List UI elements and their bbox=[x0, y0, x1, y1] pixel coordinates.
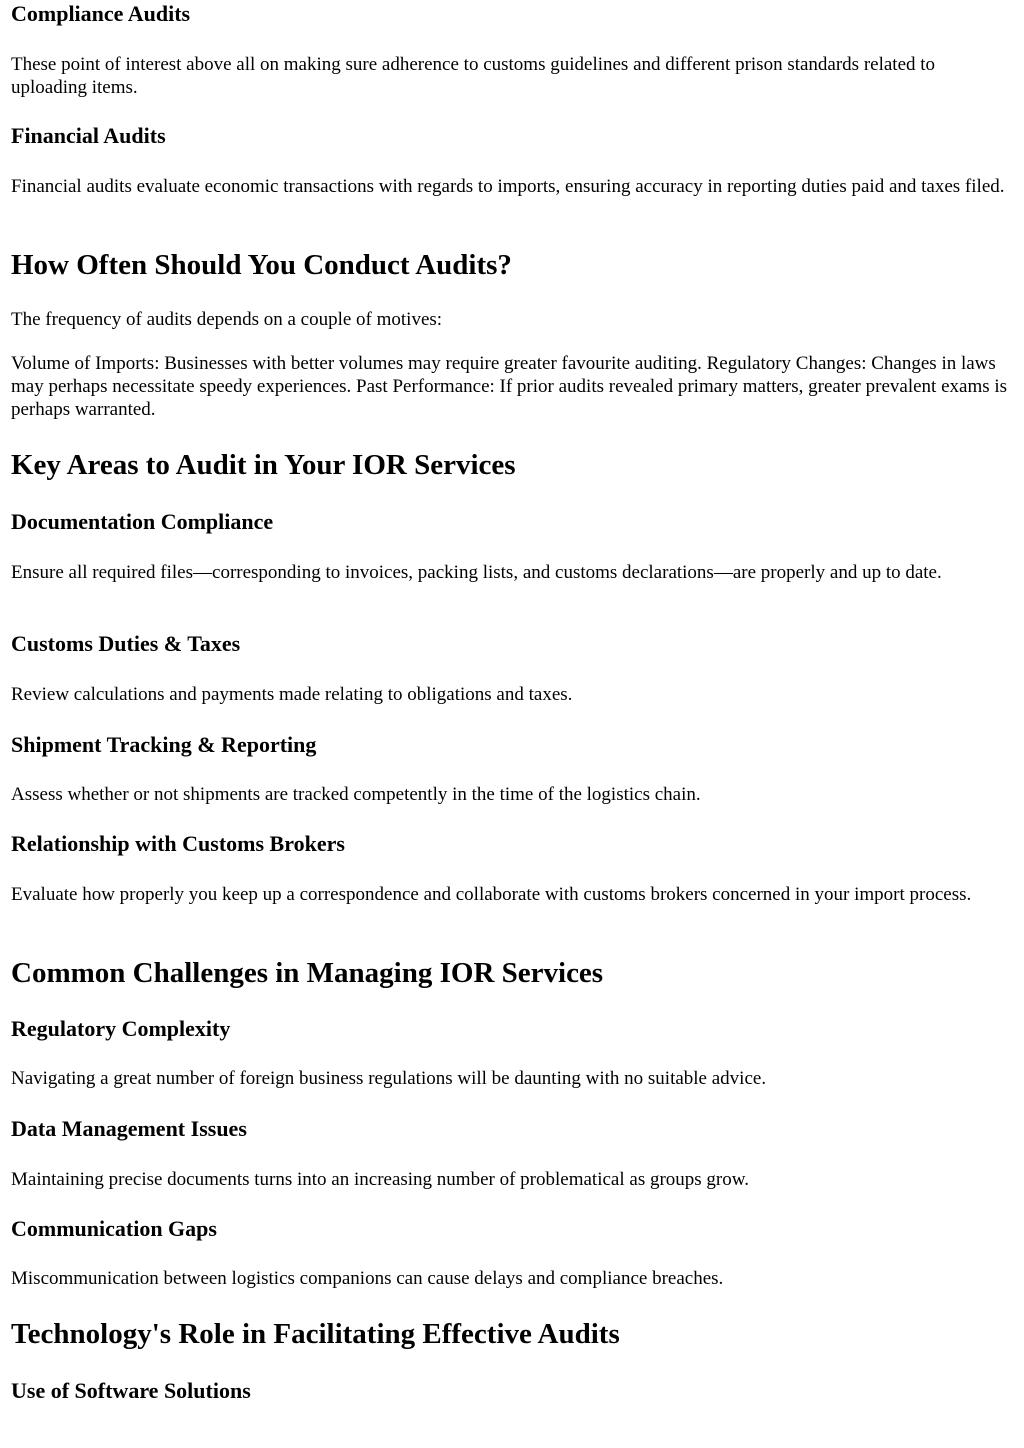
customs-duties-heading: Customs Duties & Taxes bbox=[11, 631, 241, 656]
customs-duties-text: Review calculations and payments made relating to obligations and taxes. bbox=[11, 684, 573, 705]
regulatory-complexity-heading: Regulatory Complexity bbox=[11, 1016, 231, 1041]
data-management-heading: Data Management Issues bbox=[11, 1116, 247, 1141]
financial-audits-text: Financial audits evaluate economic transactions with regards to imports, ensuring accuracy in reporting duties paid and taxes filed. bbox=[11, 176, 1005, 197]
software-solutions-heading: Use of Software Solutions bbox=[11, 1378, 251, 1403]
documentation-compliance-text: Ensure all required files—corresponding to invoices, packing lists, and customs declarations—are properly and up to date. bbox=[11, 562, 942, 583]
key-areas-heading: Key Areas to Audit in Your IOR Services bbox=[11, 449, 516, 481]
how-often-heading: How Often Should You Conduct Audits? bbox=[11, 249, 512, 281]
documentation-compliance-heading: Documentation Compliance bbox=[11, 509, 274, 534]
customs-brokers-text: Evaluate how properly you keep up a correspondence and collaborate with customs brokers concerned in your import process. bbox=[11, 884, 972, 905]
technology-heading: Technology's Role in Facilitating Effective Audits bbox=[11, 1318, 620, 1350]
communication-gaps-text: Miscommunication between logistics companions can cause delays and compliance breaches. bbox=[11, 1268, 724, 1289]
how-often-intro: The frequency of audits depends on a couple of motives: bbox=[11, 309, 443, 330]
regulatory-complexity-text: Navigating a great number of foreign business regulations will be daunting with no suitable advice. bbox=[11, 1068, 767, 1089]
challenges-heading: Common Challenges in Managing IOR Services bbox=[11, 957, 604, 989]
shipment-tracking-text: Assess whether or not shipments are tracked competently in the time of the logistics chain. bbox=[11, 784, 701, 805]
compliance-audits-text: These point of interest above all on making sure adherence to customs guidelines and different prison standards related to uploading items. bbox=[11, 54, 936, 98]
communication-gaps-heading: Communication Gaps bbox=[11, 1216, 217, 1241]
compliance-audits-heading: Compliance Audits bbox=[11, 1, 191, 26]
customs-brokers-heading: Relationship with Customs Brokers bbox=[11, 831, 345, 856]
how-often-text: Volume of Imports: Businesses with better volumes may require greater favourite auditing. Regulatory Changes: Changes in laws may perhaps necessitate speedy experiences. Past Performance: If prior audits revealed primary matters, greater prevalent exams is perhaps warranted. bbox=[11, 353, 1008, 420]
financial-audits-heading: Financial Audits bbox=[11, 123, 166, 148]
data-management-text: Maintaining precise documents turns into an increasing number of problematical as groups grow. bbox=[11, 1169, 749, 1190]
shipment-tracking-heading: Shipment Tracking & Reporting bbox=[11, 732, 317, 757]
